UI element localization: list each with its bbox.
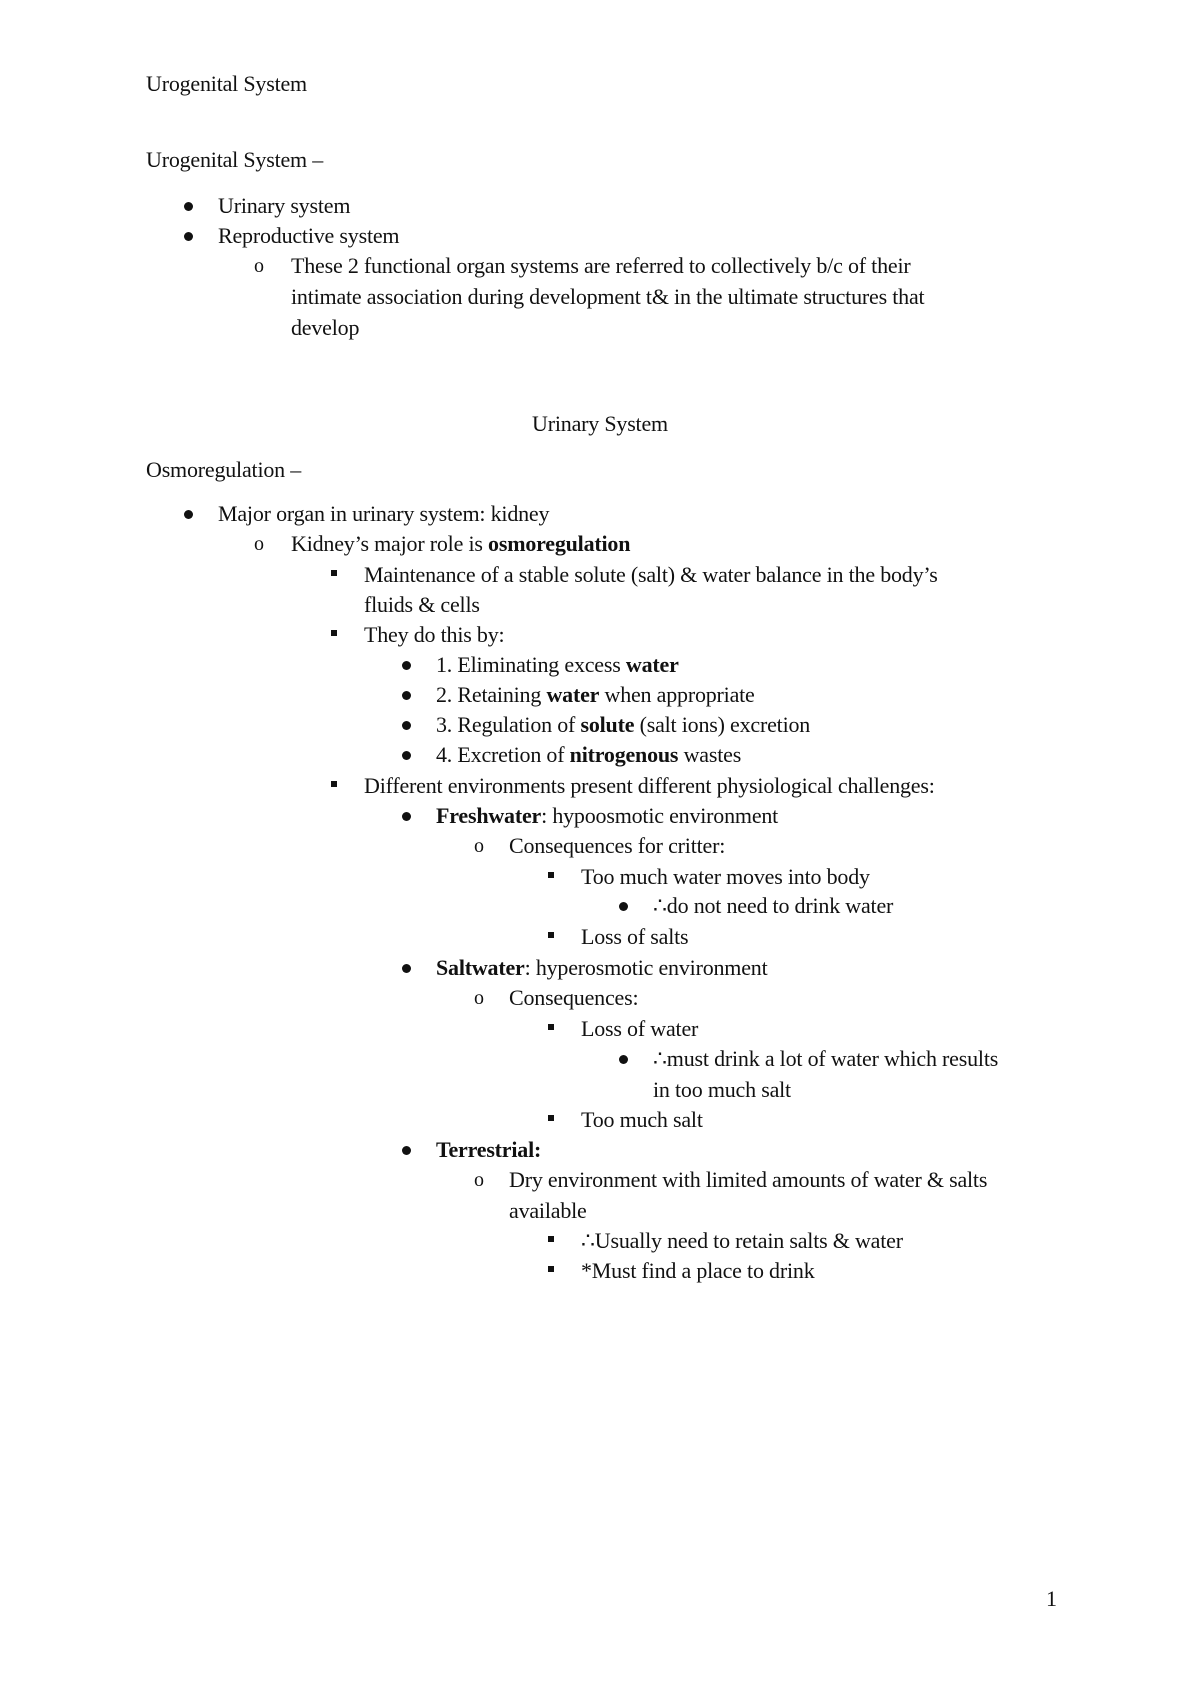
bullet-circle: o [474, 987, 484, 1009]
bullet-square [548, 932, 554, 938]
bullet-disc [402, 812, 411, 821]
list-item-terr-drink: *Must find a place to drink [581, 1258, 815, 1283]
list-item-they-do-this: They do this by: [364, 622, 505, 647]
bullet-circle: o [254, 255, 264, 277]
list-item-kidney-role: Kidney’s major role is osmoregulation [291, 531, 631, 556]
list-item-fw-no-drink: ∴do not need to drink water [653, 893, 894, 918]
list-item-urinary-system: Urinary system [218, 193, 351, 218]
list-item-text-line: These 2 functional organ systems are referred to collectively b/c of their [291, 253, 911, 278]
bullet-disc [402, 751, 411, 760]
list-item-text-line: develop [291, 315, 360, 340]
bullet-disc [619, 902, 628, 911]
bullet-square [331, 630, 337, 636]
bullet-square [331, 570, 337, 576]
list-item-environments: Different environments present different physiological challenges: [364, 773, 935, 798]
list-item-text-line: in too much salt [653, 1077, 791, 1102]
list-item-step-4: 4. Excretion of nitrogenous wastes [436, 742, 742, 767]
bullet-disc [184, 232, 193, 241]
list-item-fw-loss-of-salts: Loss of salts [581, 924, 689, 949]
list-item-step-3: 3. Regulation of solute (salt ions) excretion [436, 712, 811, 737]
list-item-text-line: intimate association during development t& in the ultimate structures that [291, 284, 925, 309]
list-item-text-line: Dry environment with limited amounts of water & salts [509, 1167, 988, 1192]
list-item-step-1: 1. Eliminating excess water [436, 652, 679, 677]
document-header: Urogenital System [146, 71, 307, 96]
list-item-reproductive-system: Reproductive system [218, 223, 400, 248]
list-item-step-2: 2. Retaining water when appropriate [436, 682, 755, 707]
list-item-text-line: fluids & cells [364, 592, 480, 617]
bullet-disc [184, 202, 193, 211]
bullet-circle: o [474, 1169, 484, 1191]
bullet-circle: o [254, 533, 264, 555]
list-item-terrestrial: Terrestrial: [436, 1137, 542, 1162]
bullet-square [548, 1236, 554, 1242]
list-item-fw-too-much-water: Too much water moves into body [581, 864, 870, 889]
list-item-text-line: Maintenance of a stable solute (salt) & water balance in the body’s [364, 562, 938, 587]
section-title-urinary-system: Urinary System [532, 411, 668, 436]
section-heading-osmoregulation: Osmoregulation – [146, 457, 302, 482]
page-number: 1 [1046, 1586, 1057, 1611]
bullet-square [548, 1115, 554, 1121]
bullet-square [331, 781, 337, 787]
list-item-freshwater: Freshwater: hypoosmotic environment [436, 803, 779, 828]
bullet-disc [402, 721, 411, 730]
bullet-disc [402, 964, 411, 973]
list-item-sw-too-much-salt: Too much salt [581, 1107, 703, 1132]
list-item-text-line: available [509, 1198, 587, 1223]
bullet-disc [184, 510, 193, 519]
bullet-disc [402, 1146, 411, 1155]
list-item-fw-consequences: Consequences for critter: [509, 833, 726, 858]
section-heading-urogenital: Urogenital System – [146, 147, 324, 172]
bullet-square [548, 872, 554, 878]
list-item-terr-retain: ∴Usually need to retain salts & water [581, 1228, 903, 1253]
bullet-square [548, 1266, 554, 1272]
list-item-text-line: ∴must drink a lot of water which results [653, 1046, 999, 1071]
list-item-saltwater: Saltwater: hyperosmotic environment [436, 955, 768, 980]
bullet-disc [619, 1055, 628, 1064]
bullet-square [548, 1024, 554, 1030]
list-item-sw-loss-of-water: Loss of water [581, 1016, 699, 1041]
list-item-sw-consequences: Consequences: [509, 985, 639, 1010]
list-item-major-organ: Major organ in urinary system: kidney [218, 501, 550, 526]
bullet-disc [402, 691, 411, 700]
bullet-disc [402, 661, 411, 670]
bullet-circle: o [474, 835, 484, 857]
